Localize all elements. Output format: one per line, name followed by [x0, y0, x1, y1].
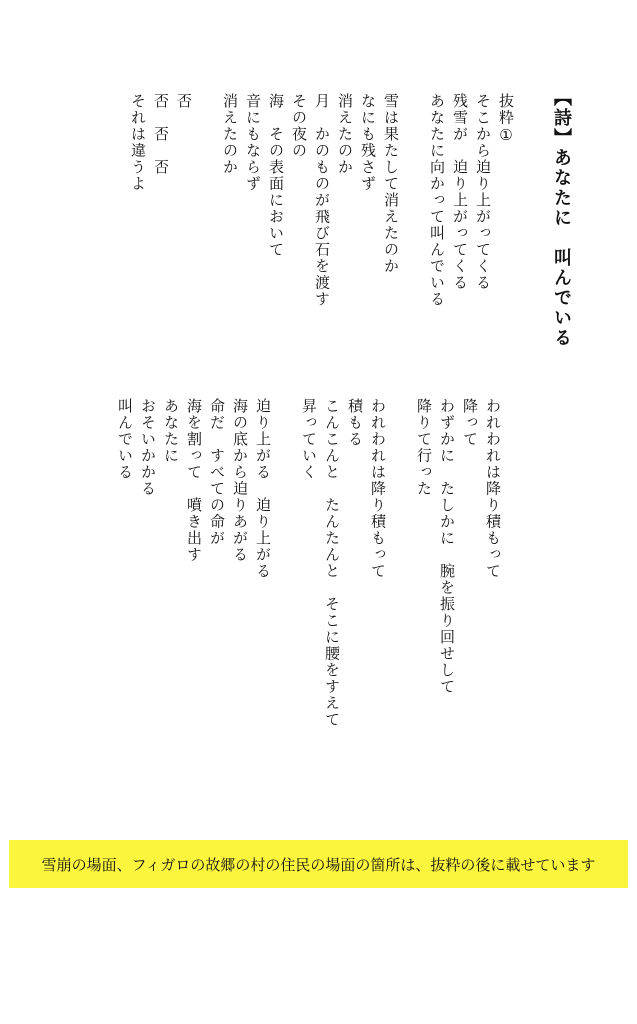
- poem-line: 降って: [461, 398, 479, 448]
- poem-line: [195, 93, 218, 343]
- poem-line: 降りて行った: [415, 398, 433, 497]
- poem-line: 昇っていく: [300, 398, 318, 481]
- poem-line: [402, 93, 425, 343]
- poem-line: わずかに たしかに 腕を振り回せして: [438, 398, 456, 695]
- note-banner: [9, 840, 628, 888]
- poem-line: その夜の: [290, 93, 308, 159]
- poem-line: こんこんと たんたんと そこに腰をすえて: [323, 398, 341, 728]
- poem-line: [274, 398, 297, 768]
- poem-line: 消えたのか: [221, 93, 239, 176]
- poem-excerpt-bottom: [113, 398, 504, 768]
- poem-line: 音にもならず: [244, 93, 262, 192]
- poem-line: あなたに: [162, 398, 180, 464]
- poem-line: 迫り上がる 迫り上がる: [254, 398, 272, 580]
- poem-line: なにも残さず: [359, 93, 377, 192]
- poem-line: 残雪が 迫り上がってくる: [451, 93, 469, 291]
- poem-line: 否: [175, 93, 193, 110]
- poem-line: 叫んでいる: [116, 398, 134, 481]
- page-title: 【詩】あなたに 叫んでいる: [551, 88, 572, 348]
- poem-line: 雪は果たして消えたのか: [382, 93, 400, 275]
- poem-line: 命だ すべての命が: [208, 398, 226, 547]
- poem-line: そこから迫り上がってくる: [474, 93, 492, 291]
- poem-line: 否 否 否: [152, 93, 170, 176]
- poem-line: 海 その表面において: [267, 93, 285, 258]
- poem-line: 積もる: [346, 398, 364, 448]
- poem-line: われわれは降り積もって: [484, 398, 502, 580]
- poem-line: 月 かのものが飛び石を渡す: [313, 93, 331, 308]
- poem-line: あなたに向かって叫んでいる: [428, 93, 446, 308]
- poem-line: それは違うよ: [129, 93, 147, 192]
- poem-line: 海の底から迫りあがる: [231, 398, 249, 563]
- poem-line: 海を割って 噴き出す: [185, 398, 203, 563]
- poem-line: われわれは降り積もって: [369, 398, 387, 580]
- poem-line: 消えたのか: [336, 93, 354, 176]
- poem-line: 抜粋①: [497, 93, 515, 146]
- note-banner-text: 雪崩の場面、フィガロの故郷の村の住民の場面の箇所は、抜粋の後に載せています: [41, 855, 596, 874]
- poem-line: おそいかかる: [139, 398, 157, 497]
- poem-excerpt-top: [126, 93, 517, 343]
- poem-line: [389, 398, 412, 768]
